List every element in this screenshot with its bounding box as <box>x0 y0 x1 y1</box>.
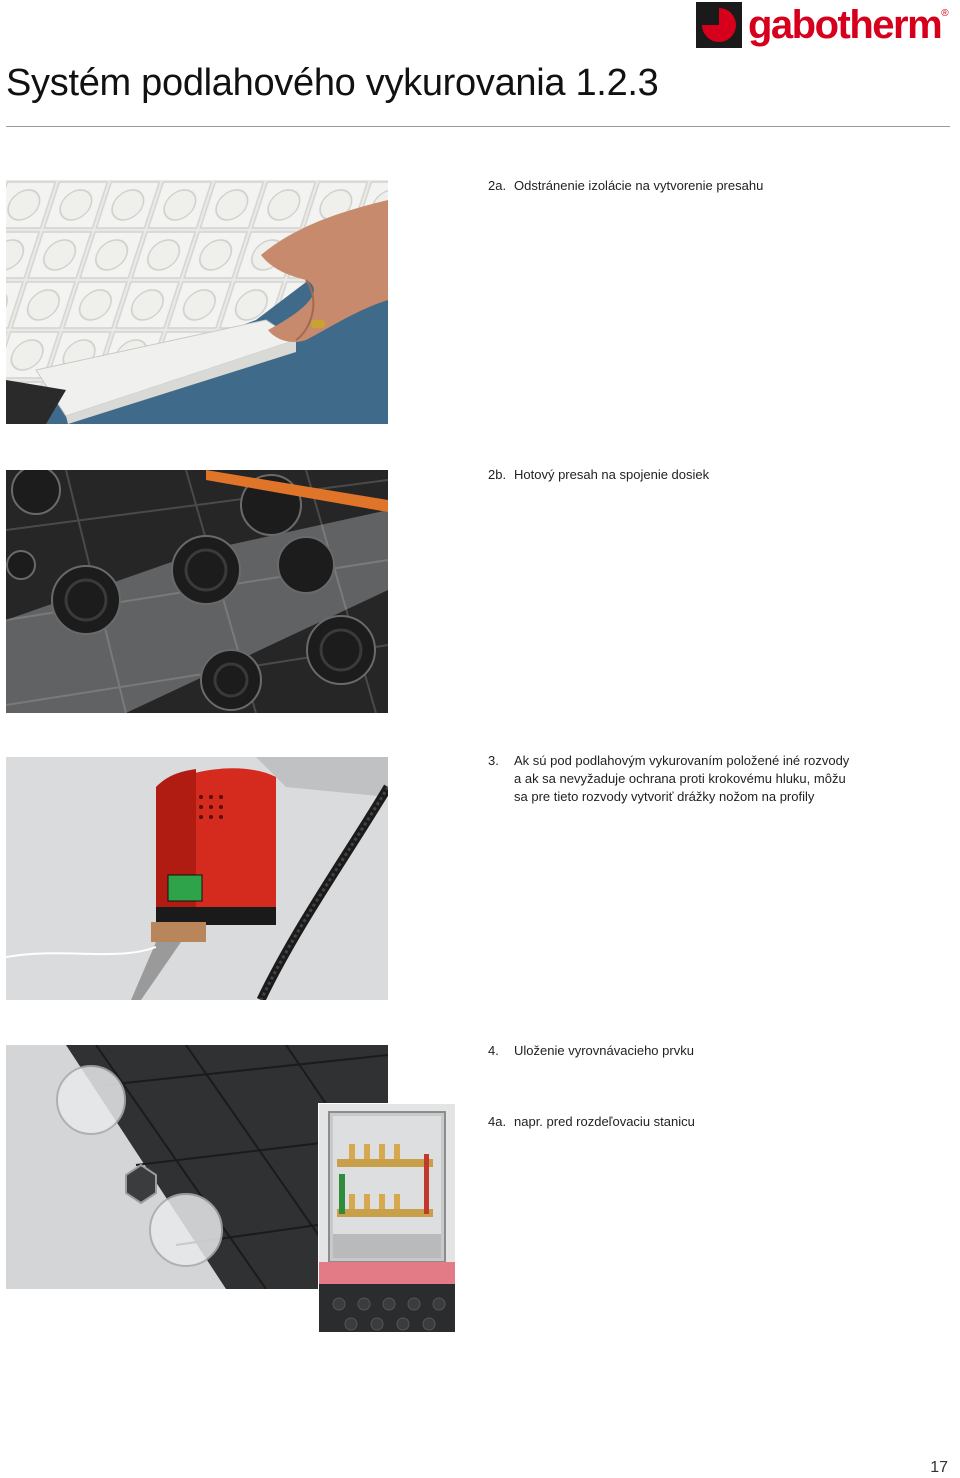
brand-logo <box>696 2 958 48</box>
photo-finished-overlap <box>6 470 388 713</box>
caption-4a <box>488 1113 854 1131</box>
photo-insulation-removal <box>6 180 388 424</box>
caption-4 <box>488 1042 854 1060</box>
caption-number: 3. <box>488 753 499 768</box>
brand-name: gabotherm <box>748 3 942 47</box>
caption-2b <box>488 466 854 484</box>
caption-text: Hotový presah na spojenie dosiek <box>514 467 710 482</box>
caption-number: 4a. <box>488 1114 507 1129</box>
caption-text: napr. pred rozdeľovaciu stanicu <box>514 1114 695 1129</box>
caption-number: 4. <box>488 1043 499 1058</box>
photo-manifold-station <box>318 1103 456 1333</box>
registered-mark: ® <box>941 8 949 19</box>
caption-number: 2b. <box>488 467 507 482</box>
caption-text: Odstránenie izolácie na vytvorenie presahu <box>514 178 764 193</box>
page-title: Systém podlahového vykurovania 1.2.3 <box>6 62 659 104</box>
caption-3 <box>488 752 854 806</box>
header-divider <box>6 126 950 127</box>
caption-text: Uloženie vyrovnávacieho prvku <box>514 1043 694 1058</box>
page-number: 17 <box>930 1459 948 1476</box>
photo-profile-knife <box>6 757 388 1000</box>
caption-text: Ak sú pod podlahovým vykurovaním položené iné rozvody a ak sa nevyžaduje ochrana proti krokovému hluku, môžu sa pre tieto rozvody vytvoriť drážky nožom na profily <box>514 753 850 804</box>
gabotherm-logo-mark-icon <box>696 2 742 48</box>
caption-2a <box>488 177 854 195</box>
caption-number: 2a. <box>488 178 507 193</box>
